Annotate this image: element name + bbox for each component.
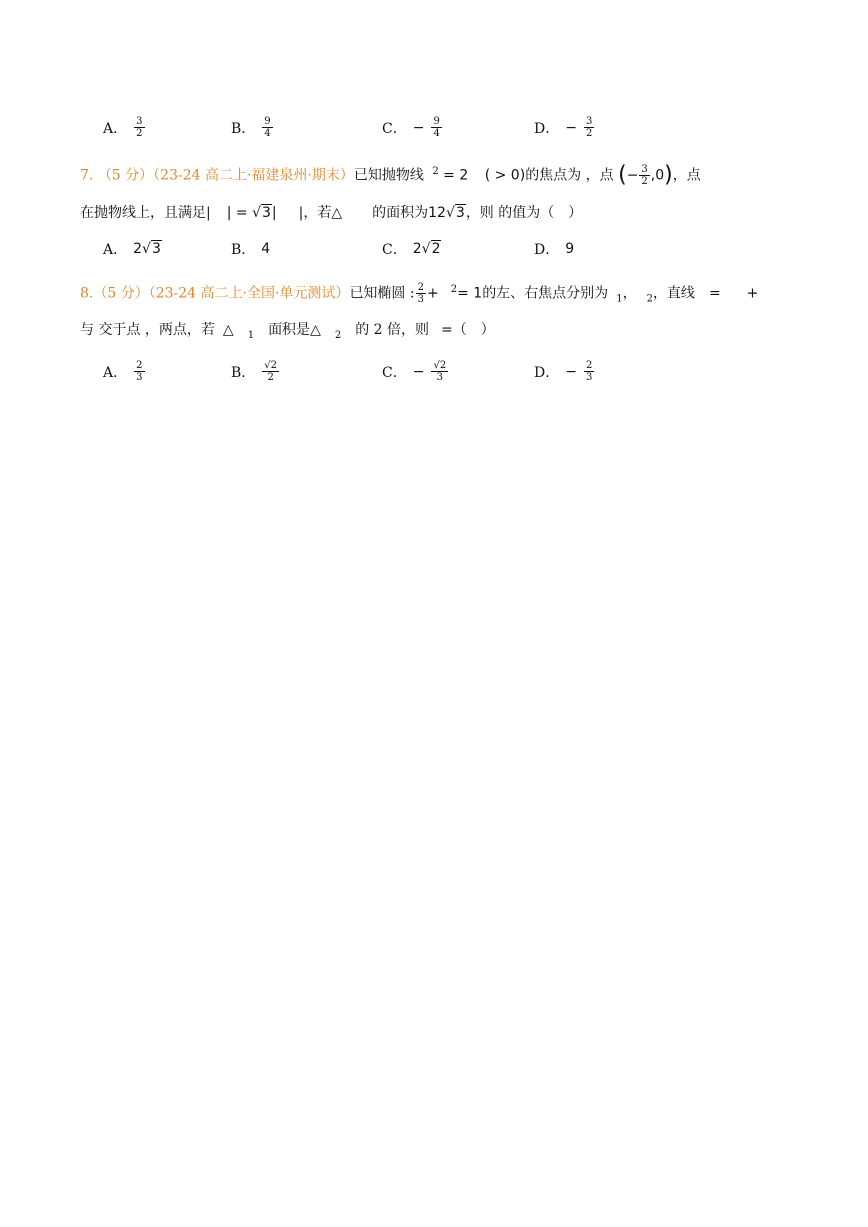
q8-stem-line1: 8.（5 分）（23-24 高二上·全国·单元测试）已知椭圆 : $\frac{2}{3}$ + $^2$= 1的左、右焦点分别为 $_1$， $_2$，直线 = + — [80, 282, 759, 306]
question-source: （5 分）（23-24 高二上·福建泉州·期末） — [97, 167, 354, 184]
sqrt: √3 — [445, 205, 465, 221]
q8-option-c[interactable]: C． − $\frac{√2}{3}$ — [382, 360, 447, 383]
q6-option-c[interactable]: C． − $\frac{9}{4}$ — [382, 116, 440, 139]
q7-option-b[interactable]: B． 4 — [231, 241, 271, 258]
sqrt: √3 — [252, 205, 271, 221]
fraction: $\frac{2}{3}$ — [417, 282, 424, 306]
q8-option-b[interactable]: B． $\frac{√2}{2}$ — [231, 360, 278, 383]
q6-option-b[interactable]: B． $\frac{9}{4}$ — [231, 116, 271, 139]
fraction: $\frac{3}{2}$ — [585, 116, 593, 139]
q6-option-a[interactable]: A． $\frac{3}{2}$ — [103, 116, 143, 139]
q6-option-d[interactable]: D． − $\frac{3}{2}$ — [534, 116, 593, 139]
fraction: $\frac{3}{2}$ — [136, 116, 143, 139]
q8-stem-line2: 与 交于点 ，两点，若 △ $_1$ 面积是△ $_2$ 的 2 倍，则 =（ ） — [80, 322, 495, 341]
fraction: $\frac{3}{2}$ — [641, 164, 648, 188]
q7-option-d[interactable]: D． 9 — [534, 241, 575, 258]
q7-stem-line1: 7. （5 分）（23-24 高二上·福建泉州·期末）已知抛物线 $^2$ = 2 ( > 0)的焦点为 ，点 (− $\frac{3}{2}$ ,0)，点 — [80, 162, 701, 188]
question-source: （5 分）（23-24 高二上·全国·单元测试） — [93, 285, 350, 302]
q8-option-d[interactable]: D． − $\frac{2}{3}$ — [534, 360, 593, 383]
q7-stem-line2: 在抛物线上，且满足| | = √3| |，若△ 的面积为12√3，则 的值为（ ） — [80, 205, 583, 221]
q7-option-a[interactable]: A． 2√3 — [103, 241, 161, 258]
question-number: 8. — [80, 285, 94, 302]
q7-option-c[interactable]: C． 2√2 — [382, 241, 441, 258]
question-number: 7. — [80, 167, 94, 184]
fraction: $\frac{9}{4}$ — [433, 116, 440, 139]
fraction: $\frac{9}{4}$ — [264, 116, 271, 139]
q8-option-a[interactable]: A． $\frac{2}{3}$ — [103, 360, 143, 383]
